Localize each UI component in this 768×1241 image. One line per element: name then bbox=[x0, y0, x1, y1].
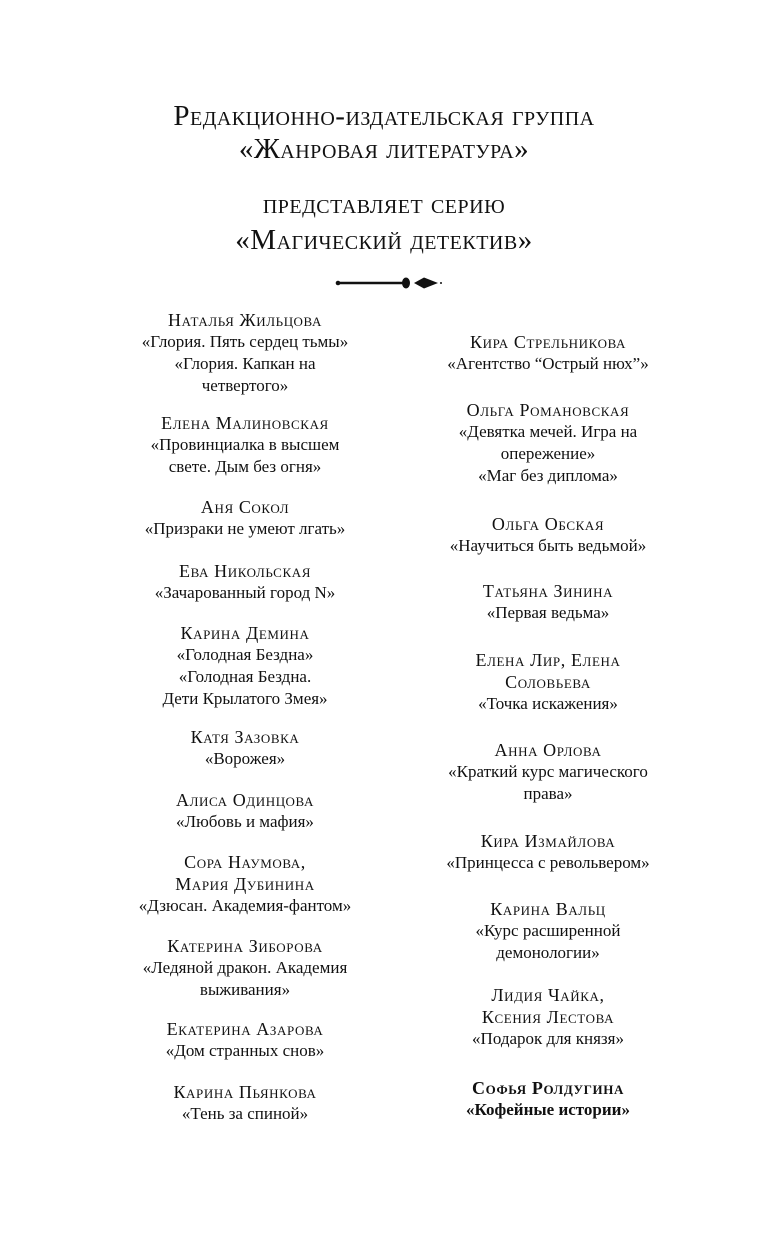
author-name: Аня Сокол bbox=[200, 497, 290, 517]
author-name: Катя Зазовка bbox=[190, 727, 300, 747]
author-name: Карина Демина bbox=[180, 623, 310, 643]
book-title: «Первая ведьма» bbox=[486, 603, 610, 622]
series-entry bbox=[398, 1077, 698, 1121]
book-title: свете. Дым без огня» bbox=[168, 457, 322, 476]
book-title: права» bbox=[523, 784, 573, 803]
book-title: четвертого» bbox=[201, 376, 289, 395]
author-name: Катерина Зиборова bbox=[167, 936, 323, 956]
book-title: «Дом странных снов» bbox=[165, 1041, 325, 1060]
series-entry bbox=[398, 331, 698, 375]
book-title: «Глория. Пять сердец тьмы» bbox=[141, 332, 349, 351]
author-name: Соловьева bbox=[505, 672, 591, 692]
book-title: «Призраки не умеют лгать» bbox=[144, 519, 346, 538]
author-name: Сора Наумова, bbox=[184, 852, 306, 872]
author-name: Мария Дубинина bbox=[175, 874, 315, 894]
series-entry bbox=[95, 309, 395, 397]
arrow-flourish-icon bbox=[334, 275, 444, 291]
book-title: «Маг без диплома» bbox=[478, 466, 618, 485]
author-name: Кира Измайлова bbox=[480, 831, 616, 851]
series-entry bbox=[95, 412, 395, 478]
book-title: «Любовь и мафия» bbox=[176, 812, 314, 831]
series-entry bbox=[398, 739, 698, 805]
book-title: «Научиться быть ведьмой» bbox=[449, 536, 647, 555]
series-entry bbox=[95, 726, 395, 770]
author-name: Екатерина Азарова bbox=[166, 1019, 324, 1039]
author-name: Ольга Романовская bbox=[466, 400, 630, 420]
author-name: Елена Малиновская bbox=[161, 413, 329, 433]
author-name: Карина Пьянкова bbox=[173, 1082, 317, 1102]
book-title: «Точка искажения» bbox=[478, 694, 618, 713]
author-name: Кира Стрельникова bbox=[469, 332, 627, 352]
series-entry bbox=[95, 935, 395, 1001]
book-title: «Дзюсан. Академия-фантом» bbox=[138, 896, 352, 915]
book-title: «Подарок для князя» bbox=[472, 1029, 624, 1048]
series-entry bbox=[398, 898, 698, 964]
book-title: Дети Крылатого Змея» bbox=[162, 689, 328, 708]
author-name: Карина Вальц bbox=[490, 899, 606, 919]
book-title: «Краткий курс магического bbox=[448, 762, 648, 781]
series-entry bbox=[95, 496, 395, 540]
book-title: «Курс расширенной bbox=[475, 921, 621, 940]
book-title: «Голодная Бездна. bbox=[178, 667, 312, 686]
author-name: Анна Орлова bbox=[494, 740, 602, 760]
author-name: Ольга Обская bbox=[491, 514, 605, 534]
author-name: Ева Никольская bbox=[179, 561, 311, 581]
author-name: Ксения Лестова bbox=[481, 1007, 615, 1027]
series-entry bbox=[95, 1081, 395, 1125]
author-name: Софья Ролдугина bbox=[472, 1078, 624, 1098]
author-name: Лидия Чайка, bbox=[491, 985, 605, 1005]
series-entry bbox=[95, 560, 395, 604]
book-title: «Тень за спиной» bbox=[181, 1104, 309, 1123]
book-title: «Агентство “Острый нюх”» bbox=[447, 354, 649, 373]
book-title: выживания» bbox=[199, 980, 291, 999]
book-title: опережение» bbox=[500, 444, 596, 463]
publisher-name-line2: «Жанровая литература» bbox=[238, 133, 530, 165]
series-entry bbox=[95, 789, 395, 833]
publisher-name-line1: Редакционно-издательская группа bbox=[173, 100, 595, 132]
book-title: «Провинциалка в высшем bbox=[150, 435, 340, 454]
series-entry bbox=[398, 830, 698, 874]
series-entry bbox=[95, 622, 395, 710]
book-title: «Девятка мечей. Игра на bbox=[458, 422, 638, 441]
book-title: «Зачарованный город N» bbox=[154, 583, 336, 602]
series-entry bbox=[398, 649, 698, 715]
book-title: «Принцесса с револьвером» bbox=[446, 853, 650, 872]
book-title: «Ворожея» bbox=[204, 749, 286, 768]
series-entry bbox=[398, 984, 698, 1050]
author-name: Татьяна Зинина bbox=[482, 581, 614, 601]
author-name: Елена Лир, Елена bbox=[475, 650, 621, 670]
book-title: демонологии» bbox=[496, 943, 600, 962]
series-entry bbox=[95, 851, 395, 917]
book-title: «Голодная Бездна» bbox=[176, 645, 314, 664]
series-entry bbox=[398, 513, 698, 557]
book-title: «Глория. Капкан на bbox=[174, 354, 316, 373]
series-title: «Магический детектив» bbox=[235, 224, 533, 256]
series-entry bbox=[95, 1018, 395, 1062]
series-entry bbox=[398, 580, 698, 624]
book-title: «Ледяной дракон. Академия bbox=[142, 958, 348, 977]
presents-line: представляет серию bbox=[262, 188, 506, 220]
author-name: Алиса Одинцова bbox=[175, 790, 314, 810]
book-title: «Кофейные истории» bbox=[466, 1100, 630, 1119]
series-entry bbox=[398, 399, 698, 487]
author-name: Наталья Жильцова bbox=[168, 310, 322, 330]
